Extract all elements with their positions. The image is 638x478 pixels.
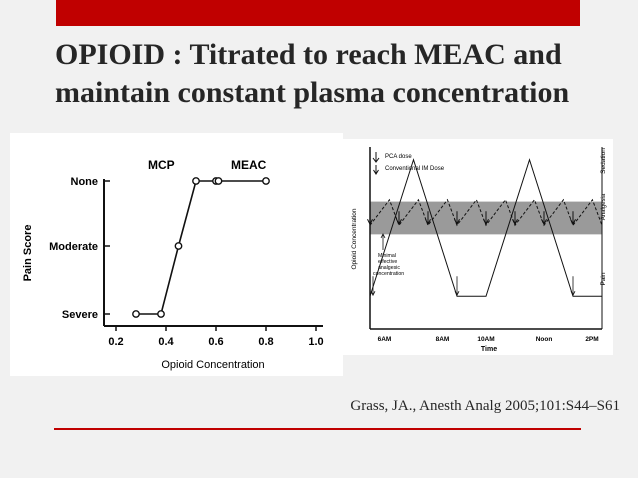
opioid-timeline-chart-panel — [343, 139, 613, 355]
left-x-tick-label: 0.4 — [158, 336, 174, 348]
right-x-tick-label: Noon — [535, 336, 553, 343]
left-y-tick-label: Severe — [61, 309, 98, 321]
mec-label-line: Minimal — [378, 253, 396, 259]
left-y-tick-group — [49, 176, 110, 321]
mec-label-line: effective — [378, 259, 398, 265]
right-y-axis-label: Opioid Concentration — [351, 208, 358, 270]
legend-pca-label: PCA dose — [385, 154, 412, 160]
slide-title — [55, 36, 625, 112]
mcp-annotation: MCP — [148, 158, 175, 172]
meac-annotation: MEAC — [231, 158, 267, 172]
pain-score-point — [263, 178, 269, 184]
pain-score-point — [215, 178, 221, 184]
pain-score-point — [158, 311, 164, 317]
title-line-2: maintain constant plasma concentration — [55, 76, 570, 109]
pain-score-chart — [10, 133, 343, 376]
top-accent-bar — [56, 0, 580, 26]
right-x-tick-label: 10AM — [477, 336, 495, 343]
right-x-tick-label: 8AM — [435, 336, 450, 343]
right-x-tick-group — [378, 336, 599, 343]
right-x-tick-label: 6AM — [377, 336, 392, 343]
left-y-tick-label: Moderate — [49, 241, 98, 253]
left-x-tick-group — [108, 326, 323, 348]
left-plot-area — [133, 178, 269, 317]
citation-text: Grass, JA., Anesth Analg 2005;101:S44–S61 — [350, 398, 620, 414]
right-x-tick-label: 2PM — [585, 336, 599, 343]
right-x-axis-label: Time — [480, 346, 498, 353]
pain-score-point — [133, 311, 139, 317]
pain-score-point — [193, 178, 199, 184]
left-x-tick-label: 0.2 — [108, 336, 124, 348]
zone-label-pain: Pain — [600, 272, 607, 286]
left-y-tick-label: None — [70, 176, 98, 188]
title-line-1: OPIOID : Titrated to reach MEAC and — [55, 38, 562, 71]
bottom-accent-line — [54, 428, 581, 430]
legend-im-label: Conventional IM Dose — [385, 166, 445, 172]
left-y-axis-label: Pain Score — [22, 224, 34, 282]
mec-label-line: analgesic — [378, 265, 400, 271]
zone-label-sedation: Sedation — [600, 148, 607, 174]
opioid-timeline-chart — [343, 139, 613, 355]
mec-label-line: concentration — [373, 271, 405, 277]
pain-score-point — [175, 243, 181, 249]
left-plot-axes — [104, 179, 323, 326]
pain-score-chart-panel — [10, 133, 343, 376]
zone-label-analgesia: Analgesia — [601, 193, 607, 221]
left-x-tick-label: 1.0 — [308, 336, 324, 348]
left-x-axis-label: Opioid Concentration — [161, 359, 265, 371]
right-legend — [373, 152, 445, 174]
left-x-tick-label: 0.6 — [208, 336, 224, 348]
left-x-tick-label: 0.8 — [258, 336, 274, 348]
pain-score-line — [136, 181, 266, 314]
